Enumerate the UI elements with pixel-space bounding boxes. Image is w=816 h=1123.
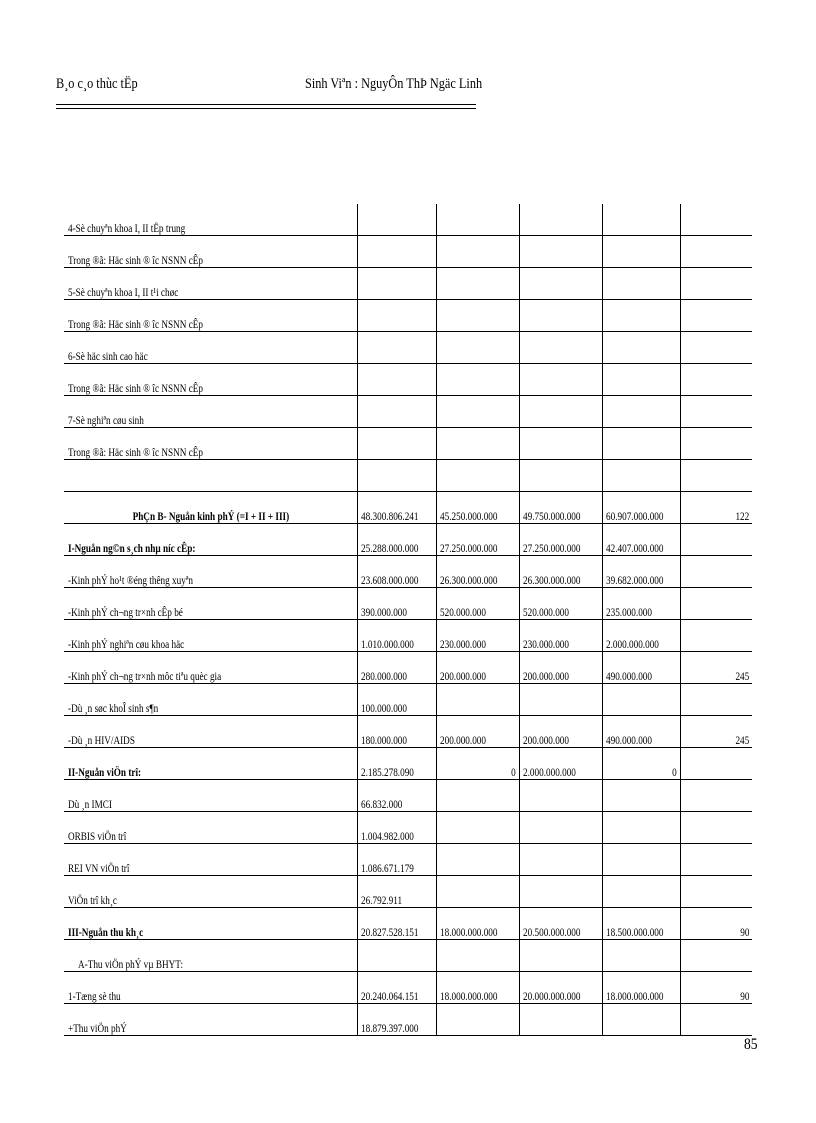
- value-cell: [357, 332, 436, 364]
- cell-value: 490.000.000: [605, 671, 652, 683]
- value-cell: [436, 268, 519, 300]
- table-row: [64, 620, 752, 652]
- value-cell: [357, 428, 436, 460]
- cell-value: 2.000.000.000: [605, 639, 659, 651]
- row-label: Trong ®ã: Häc sinh ® îc NSNN cÊp: [68, 447, 204, 459]
- row-label-cell: [64, 396, 357, 428]
- cell-value: 390.000.000: [360, 607, 407, 619]
- cell-value: 90: [739, 991, 749, 1003]
- value-cell: [602, 876, 680, 908]
- cell-value: 20.827.528.151: [360, 927, 418, 939]
- row-label: 6-Sè häc sinh cao häc: [68, 351, 148, 363]
- value-cell: [602, 204, 680, 236]
- cell-value: 2.185.278.090: [360, 767, 414, 779]
- row-label-cell: [64, 268, 357, 300]
- value-cell: [357, 620, 436, 652]
- value-cell: [519, 428, 602, 460]
- row-label: 1-Tæng sè thu: [68, 991, 121, 1003]
- row-label: -Dù ¸n søc khoÎ sinh s¶n: [68, 703, 159, 715]
- cell-value: 1.010.000.000: [360, 639, 414, 651]
- row-label: Dù ¸n IMCI: [68, 799, 112, 811]
- row-label: Trong ®ã: Häc sinh ® îc NSNN cÊp: [68, 383, 204, 395]
- table-row: [64, 940, 752, 972]
- value-cell: [602, 300, 680, 332]
- value-cell: [680, 1004, 752, 1036]
- row-label-cell: [64, 844, 357, 876]
- value-cell: [357, 300, 436, 332]
- value-cell: [519, 332, 602, 364]
- row-label: Trong ®ã: Häc sinh ® îc NSNN cÊp: [68, 319, 204, 331]
- table-row: [64, 332, 752, 364]
- value-cell: [357, 524, 436, 556]
- value-cell: [680, 844, 752, 876]
- value-cell: [357, 204, 436, 236]
- value-cell: [436, 332, 519, 364]
- row-label-cell: [64, 908, 357, 940]
- value-cell: [680, 364, 752, 396]
- value-cell: [602, 428, 680, 460]
- value-cell: [357, 716, 436, 748]
- value-cell: [357, 652, 436, 684]
- row-label-cell: [64, 748, 357, 780]
- value-cell: [357, 364, 436, 396]
- value-cell: [602, 524, 680, 556]
- table-row: [64, 428, 752, 460]
- value-cell: [436, 236, 519, 268]
- cell-value: 18.500.000.000: [605, 927, 663, 939]
- value-cell: [436, 844, 519, 876]
- row-label: II-Nguån viÖn trî:: [68, 767, 142, 779]
- value-cell: [357, 972, 436, 1004]
- row-label-cell: [64, 684, 357, 716]
- table-row: [64, 748, 752, 780]
- cell-value: 20.500.000.000: [522, 927, 580, 939]
- value-cell: [519, 812, 602, 844]
- value-cell: [602, 620, 680, 652]
- cell-value: 520.000.000: [439, 607, 486, 619]
- value-cell: [602, 588, 680, 620]
- row-label-cell: [64, 364, 357, 396]
- cell-value: 200.000.000: [439, 671, 486, 683]
- table-row: [64, 524, 752, 556]
- value-cell: [436, 364, 519, 396]
- value-cell: [436, 428, 519, 460]
- cell-value: 245: [735, 735, 749, 747]
- value-cell: [357, 876, 436, 908]
- value-cell: [680, 236, 752, 268]
- value-cell: [436, 684, 519, 716]
- value-cell: [436, 780, 519, 812]
- value-cell: [519, 300, 602, 332]
- value-cell: [357, 684, 436, 716]
- cell-value: 280.000.000: [360, 671, 407, 683]
- table-row: [64, 268, 752, 300]
- row-label-cell: [64, 524, 357, 556]
- cell-value: 23.608.000.000: [360, 575, 418, 587]
- cell-value: 90: [739, 927, 749, 939]
- value-cell: [436, 876, 519, 908]
- row-label: -Kinh phÝ nghiªn cøu khoa häc: [68, 639, 185, 651]
- row-label-cell: [64, 972, 357, 1004]
- value-cell: [680, 620, 752, 652]
- value-cell: [519, 844, 602, 876]
- row-label-cell: [64, 460, 357, 492]
- row-label: Trong ®ã: Häc sinh ® îc NSNN cÊp: [68, 255, 204, 267]
- value-cell: [680, 684, 752, 716]
- cell-value: 25.288.000.000: [360, 543, 418, 555]
- value-cell: [519, 588, 602, 620]
- cell-value: 520.000.000: [522, 607, 569, 619]
- funding-table: [64, 204, 752, 1036]
- value-cell: [436, 1004, 519, 1036]
- value-cell: [680, 460, 752, 492]
- value-cell: [602, 972, 680, 1004]
- cell-value: 1.004.982.000: [360, 831, 414, 843]
- cell-value: 100.000.000: [360, 703, 407, 715]
- value-cell: [519, 268, 602, 300]
- value-cell: [357, 1004, 436, 1036]
- value-cell: [602, 460, 680, 492]
- value-cell: [602, 492, 680, 524]
- value-cell: [357, 748, 436, 780]
- cell-value: 20.000.000.000: [522, 991, 580, 1003]
- cell-value: 60.907.000.000: [605, 511, 663, 523]
- value-cell: [357, 908, 436, 940]
- cell-value: 27.250.000.000: [439, 543, 497, 555]
- value-cell: [436, 908, 519, 940]
- value-cell: [436, 716, 519, 748]
- table-row: [64, 716, 752, 748]
- row-label-cell: [64, 780, 357, 812]
- value-cell: [436, 620, 519, 652]
- cell-value: 26.300.000.000: [522, 575, 580, 587]
- row-label-cell: [64, 236, 357, 268]
- cell-value: 18.879.397.000: [360, 1023, 418, 1035]
- cell-value: 230.000.000: [439, 639, 486, 651]
- value-cell: [680, 972, 752, 1004]
- value-cell: [602, 844, 680, 876]
- row-label-cell: [64, 588, 357, 620]
- value-cell: [519, 1004, 602, 1036]
- table-row: [64, 876, 752, 908]
- table-row: [64, 812, 752, 844]
- header-divider-top: [56, 104, 476, 105]
- value-cell: [519, 876, 602, 908]
- row-label: A-Thu viÖn phÝ vµ BHYT:: [78, 959, 184, 971]
- value-cell: [680, 556, 752, 588]
- row-label-cell: [64, 1004, 357, 1036]
- value-cell: [357, 396, 436, 428]
- value-cell: [519, 652, 602, 684]
- value-cell: [680, 908, 752, 940]
- value-cell: [519, 684, 602, 716]
- table-row: [64, 1004, 752, 1036]
- value-cell: [357, 812, 436, 844]
- row-label: -Kinh phÝ ch¬ng tr×nh môc tiªu quèc gia: [68, 671, 222, 683]
- value-cell: [680, 332, 752, 364]
- cell-value: 245: [735, 671, 749, 683]
- value-cell: [519, 396, 602, 428]
- page-number: 85: [744, 1036, 758, 1053]
- value-cell: [436, 748, 519, 780]
- value-cell: [519, 908, 602, 940]
- value-cell: [680, 524, 752, 556]
- cell-value: 490.000.000: [605, 735, 652, 747]
- value-cell: [680, 428, 752, 460]
- value-cell: [519, 780, 602, 812]
- value-cell: [436, 460, 519, 492]
- row-label-cell: [64, 812, 357, 844]
- table-row: [64, 908, 752, 940]
- value-cell: [519, 716, 602, 748]
- value-cell: [436, 396, 519, 428]
- value-cell: [680, 396, 752, 428]
- value-cell: [357, 492, 436, 524]
- value-cell: [436, 492, 519, 524]
- row-label-cell: [64, 204, 357, 236]
- value-cell: [680, 716, 752, 748]
- cell-value: 180.000.000: [360, 735, 407, 747]
- value-cell: [602, 780, 680, 812]
- row-label-cell: [64, 428, 357, 460]
- cell-value: 0: [510, 767, 516, 779]
- row-label-cell: [64, 492, 357, 524]
- student-name: Sinh Viªn : NguyÔn ThÞ Ngäc Linh: [305, 76, 483, 92]
- table-row: [64, 780, 752, 812]
- value-cell: [436, 940, 519, 972]
- cell-value: 200.000.000: [439, 735, 486, 747]
- value-cell: [680, 876, 752, 908]
- value-cell: [436, 812, 519, 844]
- row-label: PhÇn B- Nguån kinh phÝ (=I + II + III): [132, 511, 290, 523]
- table-row: [64, 236, 752, 268]
- cell-value: 2.000.000.000: [522, 767, 576, 779]
- value-cell: [519, 492, 602, 524]
- value-cell: [519, 460, 602, 492]
- value-cell: [519, 524, 602, 556]
- value-cell: [519, 236, 602, 268]
- value-cell: [602, 364, 680, 396]
- value-cell: [602, 748, 680, 780]
- cell-value: 235.000.000: [605, 607, 652, 619]
- value-cell: [602, 684, 680, 716]
- table-row: [64, 556, 752, 588]
- value-cell: [602, 652, 680, 684]
- cell-value: 1.086.671.179: [360, 863, 414, 875]
- value-cell: [519, 556, 602, 588]
- value-cell: [436, 524, 519, 556]
- row-label: 5-Sè chuyªn khoa I, II t¹i chøc: [68, 287, 179, 299]
- row-label-cell: [64, 300, 357, 332]
- row-label-cell: [64, 556, 357, 588]
- cell-value: 26.792.911: [360, 895, 402, 907]
- table-row: [64, 844, 752, 876]
- value-cell: [680, 492, 752, 524]
- value-cell: [680, 940, 752, 972]
- value-cell: [602, 556, 680, 588]
- value-cell: [680, 204, 752, 236]
- value-cell: [357, 844, 436, 876]
- cell-value: 18.000.000.000: [439, 991, 497, 1003]
- cell-value: 26.300.000.000: [439, 575, 497, 587]
- value-cell: [519, 364, 602, 396]
- value-cell: [436, 588, 519, 620]
- value-cell: [680, 780, 752, 812]
- value-cell: [602, 716, 680, 748]
- table-row: [64, 588, 752, 620]
- value-cell: [436, 300, 519, 332]
- table-row: [64, 396, 752, 428]
- value-cell: [680, 652, 752, 684]
- row-label-cell: [64, 940, 357, 972]
- value-cell: [519, 972, 602, 1004]
- row-label: REI VN viÖn trî: [68, 863, 130, 875]
- value-cell: [436, 652, 519, 684]
- row-label-cell: [64, 716, 357, 748]
- value-cell: [436, 972, 519, 1004]
- value-cell: [680, 588, 752, 620]
- value-cell: [357, 940, 436, 972]
- row-label-cell: [64, 620, 357, 652]
- value-cell: [680, 268, 752, 300]
- row-label-cell: [64, 876, 357, 908]
- cell-value: 39.682.000.000: [605, 575, 663, 587]
- value-cell: [602, 396, 680, 428]
- row-label: +Thu viÖn phÝ: [68, 1023, 127, 1035]
- cell-value: 200.000.000: [522, 735, 569, 747]
- value-cell: [436, 556, 519, 588]
- cell-value: 48.300.806.241: [360, 511, 418, 523]
- cell-value: 27.250.000.000: [522, 543, 580, 555]
- value-cell: [680, 748, 752, 780]
- value-cell: [519, 620, 602, 652]
- value-cell: [519, 204, 602, 236]
- table-row: [64, 492, 752, 524]
- table-row: [64, 460, 752, 492]
- value-cell: [602, 1004, 680, 1036]
- value-cell: [357, 588, 436, 620]
- row-label: 4-Sè chuyªn khoa I, II tËp trung: [68, 223, 186, 235]
- table-row: [64, 300, 752, 332]
- row-label: III-Nguån thu kh¸c: [68, 927, 144, 939]
- value-cell: [602, 268, 680, 300]
- row-label-cell: [64, 652, 357, 684]
- row-label: ORBIS viÖn trî: [68, 831, 127, 843]
- cell-value: 42.407.000.000: [605, 543, 663, 555]
- value-cell: [357, 268, 436, 300]
- row-label: 7-Sè nghiªn cøu sinh: [68, 415, 144, 427]
- cell-value: 122: [735, 511, 749, 523]
- row-label-cell: [64, 332, 357, 364]
- value-cell: [357, 460, 436, 492]
- row-label: -Kinh phÝ ho¹t ®éng thêng xuyªn: [68, 575, 193, 587]
- value-cell: [519, 748, 602, 780]
- value-cell: [519, 940, 602, 972]
- value-cell: [602, 908, 680, 940]
- value-cell: [602, 236, 680, 268]
- value-cell: [357, 556, 436, 588]
- cell-value: 0: [671, 767, 677, 779]
- cell-value: 49.750.000.000: [522, 511, 580, 523]
- cell-value: 230.000.000: [522, 639, 569, 651]
- row-label: ViÖn trî kh¸c: [68, 895, 118, 907]
- report-title: B¸o c¸o thùc tËp: [56, 76, 138, 92]
- value-cell: [357, 780, 436, 812]
- cell-value: 18.000.000.000: [605, 991, 663, 1003]
- cell-value: 66.832.000: [360, 799, 402, 811]
- value-cell: [680, 300, 752, 332]
- value-cell: [602, 332, 680, 364]
- cell-value: 200.000.000: [522, 671, 569, 683]
- row-label: I-Nguån ng©n s¸ch nhµ níc cÊp:: [68, 543, 196, 555]
- value-cell: [602, 812, 680, 844]
- table-row: [64, 364, 752, 396]
- table-row: [64, 204, 752, 236]
- cell-value: 20.240.064.151: [360, 991, 418, 1003]
- value-cell: [602, 940, 680, 972]
- table-row: [64, 684, 752, 716]
- cell-value: 45.250.000.000: [439, 511, 497, 523]
- table-row: [64, 972, 752, 1004]
- value-cell: [680, 812, 752, 844]
- cell-value: 18.000.000.000: [439, 927, 497, 939]
- row-label: -Dù ¸n HIV/AIDS: [68, 735, 135, 747]
- row-label: -Kinh phÝ ch¬ng tr×nh cÊp bé: [68, 607, 183, 619]
- header-divider-bottom: [56, 108, 476, 109]
- value-cell: [436, 204, 519, 236]
- value-cell: [357, 236, 436, 268]
- table-row: [64, 652, 752, 684]
